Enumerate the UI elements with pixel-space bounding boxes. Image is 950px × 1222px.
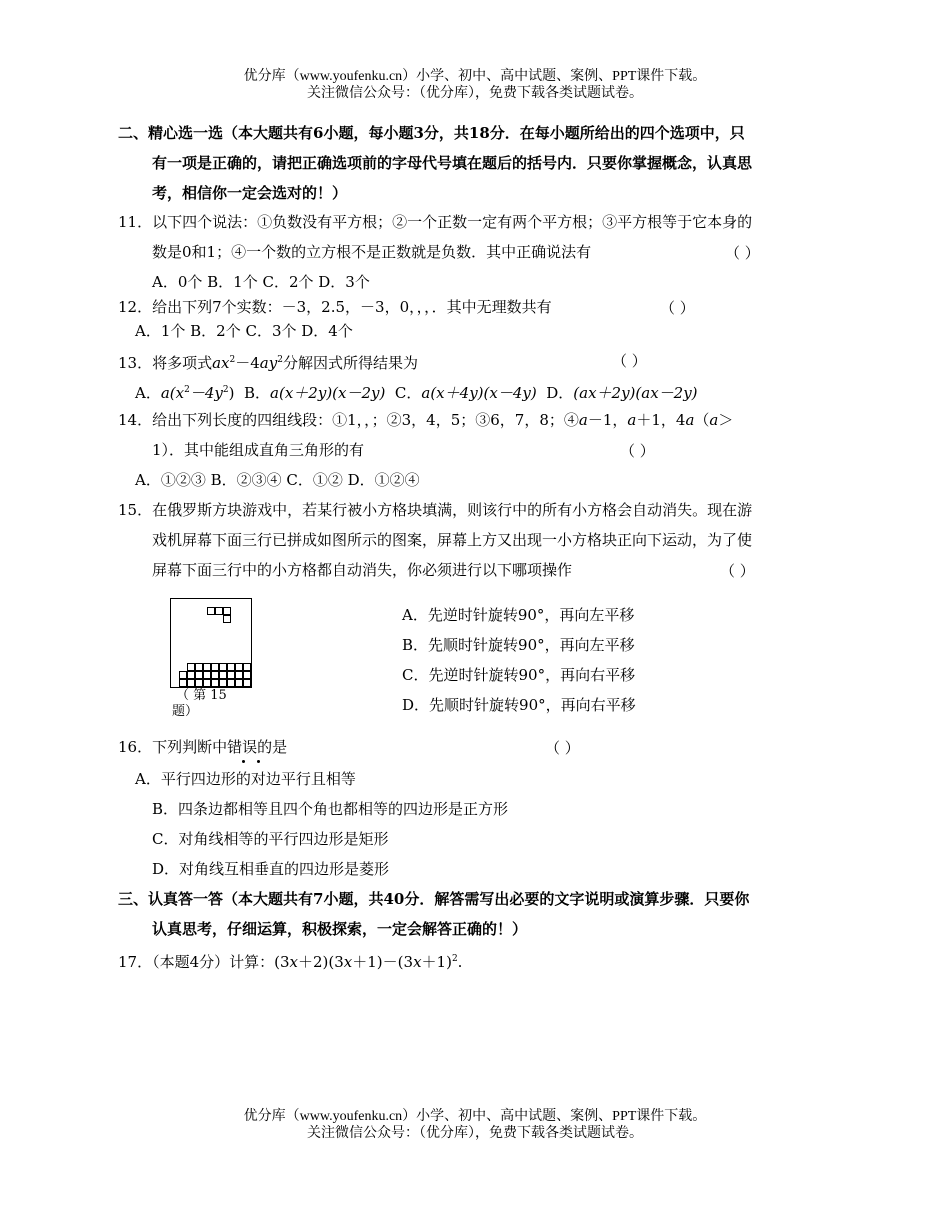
q12-answer-paren: （ ） [660,299,695,317]
q14-t-4: ＞ [718,411,734,429]
tetris-stack-cell [243,663,251,671]
q17-m-3: ＋1) [421,953,452,971]
q13-line-1 [118,350,418,373]
tetris-figure [170,598,252,688]
q14-a-1: a [578,411,588,429]
q13-expr-b: ay [259,354,278,372]
tetris-stack-cell [235,679,243,687]
q14-options: A．①②③ B．②③④ C．①② D．①②④ [135,471,420,489]
q13-answer-paren: （ ） [612,352,647,370]
tetris-stack-cell [243,671,251,679]
q16-option-a: A．平行四边形的对边平行且相等 [135,770,356,788]
q15-line-2: 戏机屏幕下面三行已拼成如图所示的图案，屏幕上方又出现一小方格块正向下运动，为了使 [152,531,753,549]
q11-line-2: 数是0和1；④一个数的立方根不是正数就是负数．其中正确说法有 [152,243,592,261]
tetris-falling-cell [223,615,231,623]
tetris-stack-cell [219,679,227,687]
figure-caption-1: （ 第 15 [176,688,227,703]
q11-line-1: 11．以下四个说法：①负数没有平方根；②一个正数一定有两个平方根；③平方根等于它本身的 [118,213,753,231]
q16-answer-paren: （ ） [545,739,580,757]
tetris-stack-cell [227,679,235,687]
q13-opt-c-label: C． [394,384,422,402]
q12-options: A．1个 B．2个 C．3个 D．4个 [135,322,353,340]
q14-pre: 14．给出下列长度的四组线段：①1，，；②3，4，5；③6，7，8；④ [118,411,579,429]
tetris-stack-cell [195,671,203,679]
q16-option-b: B．四条边都相等且四个角也都相等的四边形是正方形 [152,800,509,818]
q14-answer-paren: （ ） [620,442,655,460]
tetris-stack-cell [235,663,243,671]
tetris-falling-cell [207,607,215,615]
q13-mid: －4 [235,354,260,372]
q14-t-2: ＋1，4 [636,411,686,429]
emphasis-dot [257,760,260,763]
page-footer [0,1108,950,1142]
footer-line-1: 优分库（www.youfenku.cn）小学、初中、高中试题、案例、PPT课件下载。 [243,1109,707,1124]
q15-line-1: 15．在俄罗斯方块游戏中，若某行被小方格块填满，则该行中的所有小方格会自动消失。现在游 [118,501,753,519]
section2-line-1: 二、精心选一选（本大题共有6小题，每小题3分，共18分．在每小题所给出的四个选项中，只 [118,124,745,142]
q13-post: 分解因式所得结果为 [282,354,418,372]
q13-opt-a: a(x [160,384,185,402]
q17-x-1: x [289,953,298,971]
q13-pre: 13．将多项式 [118,354,213,372]
tetris-stack-cell [179,679,187,687]
q17-line [118,949,462,972]
q15-answer-paren: （ ） [720,562,755,580]
q13-opt-c: a(x＋4y)(x－4y) [421,384,537,402]
q13-sup-2: 2 [277,355,283,365]
tetris-stack-cell [243,679,251,687]
q15-option-c: C．先逆时针旋转90°，再向右平移 [402,666,636,684]
q14-line-2: 1）．其中能组成直角三角形的有 [152,441,365,459]
q14-a-2: a [627,411,637,429]
tetris-stack-cell [219,663,227,671]
figure-caption-2: 题） [172,704,199,719]
q17-x-3: x [413,953,422,971]
tetris-stack-cell [211,679,219,687]
q15-option-a: A．先逆时针旋转90°，再向左平移 [402,606,635,624]
header-line-2: 关注微信公众号：（优分库），免费下载各类试题试卷。 [307,86,643,101]
q17-pre: 17．（本题4分）计算：(3 [118,953,290,971]
tetris-falling-cell [223,607,231,615]
q16-option-c: C．对角线相等的平行四边形是矩形 [152,830,389,848]
q14-t-3: （ [694,411,710,429]
q17-x-2: x [343,953,353,971]
tetris-stack-cell [187,671,195,679]
tetris-falling-cell [215,607,223,615]
q14-t-1: －1， [587,411,628,429]
q13-opt-b-label: B． [244,384,271,402]
q14-a-3: a [685,411,695,429]
tetris-stack-cell [227,671,235,679]
page-header [0,68,950,102]
tetris-stack-cell [211,671,219,679]
tetris-stack-cell [227,663,235,671]
q14-a-4: a [709,411,719,429]
q13-opt-a-label: A． [135,384,161,402]
q16-option-d: D．对角线互相垂直的四边形是菱形 [152,860,390,878]
q17-end: . [457,953,463,971]
q17-m-1: ＋2)(3 [298,953,344,971]
q17-m-2: ＋1)－(3 [352,953,414,971]
q13-options [135,380,698,403]
q14-line-1 [118,410,733,430]
tetris-stack-cell [203,679,211,687]
q15-option-b: B．先顺时针旋转90°，再向左平移 [402,636,635,654]
tetris-stack-cell [187,663,195,671]
q13-opt-d-label: D． [546,384,574,402]
q15-option-d: D．先顺时针旋转90°，再向右平移 [402,696,636,714]
header-line-1: 优分库（www.youfenku.cn）小学、初中、高中试题、案例、PPT课件下载。 [243,69,707,84]
q13-opt-a-tail: －4y [189,384,223,402]
tetris-stack-cell [203,671,211,679]
tetris-stack-cell [195,679,203,687]
q11-options: A．0个 B．1个 C．2个 D．3个 [152,273,370,291]
q13-opt-b: a(x＋2y)(x－2y) [270,384,386,402]
q13-opt-d: (ax＋2y)(ax－2y) [573,384,698,402]
q11-answer-paren: （ ） [725,244,760,262]
tetris-stack-cell [195,663,203,671]
tetris-stack-cell [211,663,219,671]
q13-opt-a-close: ) [228,384,235,402]
section2-line-3: 考，相信你一定会选对的！） [152,184,348,202]
tetris-stack-cell [219,671,227,679]
footer-line-2: 关注微信公众号：（优分库），免费下载各类试题试卷。 [307,1126,643,1141]
q13-opt-a-sup: 2 [184,385,190,395]
q12-line-1: 12．给出下列7个实数：－3，2.5，－3，0，，，．其中无理数共有 [118,298,552,316]
tetris-stack-cell [203,663,211,671]
q13-expr-a: ax [212,354,230,372]
emphasis-dot [242,760,245,763]
q16-line-1: 16．下列判断中错误的是 [118,738,288,756]
section3-line-1: 三、认真答一答（本大题共有7小题，共40分．解答需写出必要的文字说明或演算步骤．只要你 [118,890,750,908]
q15-line-3: 屏幕下面三行中的小方格都自动消失，你必须进行以下哪项操作 [152,561,573,579]
section3-line-2: 认真思考，仔细运算，积极探索，一定会解答正确的！） [152,920,528,938]
q13-sup-1: 2 [229,355,236,365]
tetris-stack-cell [235,671,243,679]
tetris-stack-cell [179,671,187,679]
section2-line-2: 有一项是正确的，请把正确选项前的字母代号填在题后的括号内．只要你掌握概念，认真思 [152,154,753,172]
q13-opt-a-sup2: 2 [222,385,229,395]
tetris-stack-cell [187,679,195,687]
q17-sup: 2 [451,954,458,964]
